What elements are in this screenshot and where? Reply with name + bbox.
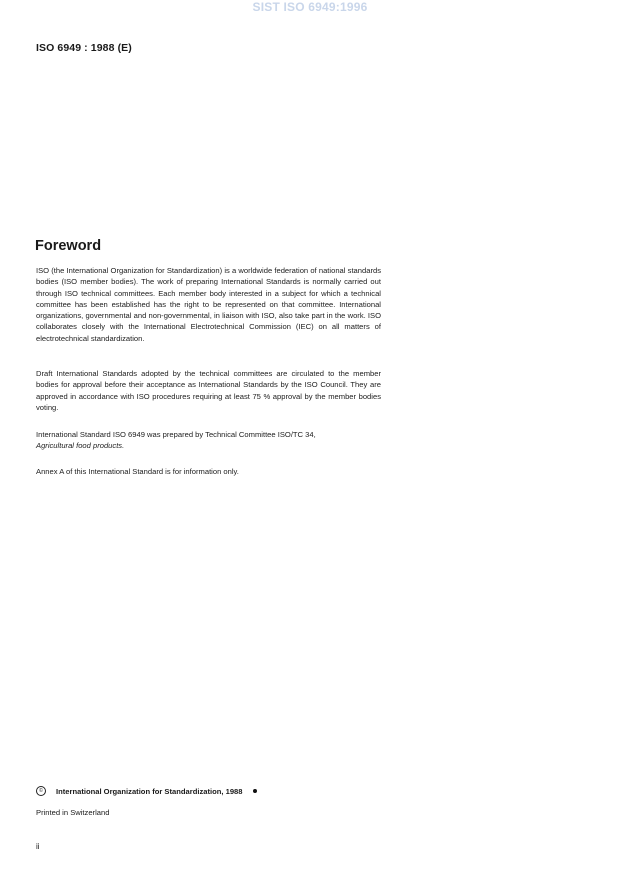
copyright-icon: © bbox=[36, 786, 46, 796]
committee-title: Agricultural food products. bbox=[36, 441, 125, 451]
printed-location: Printed in Switzerland bbox=[36, 808, 110, 817]
foreword-paragraph-1: ISO (the International Organization for Standardization) is a worldwide federation of national standards bodies (ISO member bodies). The work of preparing International Standards is normally carried out through ISO technical committees. Each member body interested in a subject for which a technical committee has been established has the right to be represented on that committee. International organizations, governmental and non-governmental, in liaison with ISO, also take part in the work. ISO collaborates closely with the International Electrotechnical Commission (IEC) on all matters of electrotechnical standardization. bbox=[36, 266, 381, 343]
foreword-paragraph-2: Draft International Standards adopted by the technical committees are circulated to the member bodies for approval before their acceptance as International Standards by the ISO Council. They are approved in accordance with ISO procedures requiring at least 75 % approval by the member bodies voting. bbox=[36, 369, 381, 412]
copyright-line bbox=[36, 786, 257, 796]
bullet-dot-icon bbox=[253, 789, 257, 793]
document-id: ISO 6949 : 1988 (E) bbox=[36, 42, 132, 54]
foreword-paragraph-3 bbox=[36, 429, 381, 452]
foreword-paragraph-4: Annex A of this International Standard is for information only. bbox=[36, 467, 239, 476]
copyright-text: International Organization for Standardization, 1988 bbox=[56, 786, 243, 796]
page-number: ii bbox=[36, 842, 40, 851]
foreword-paragraph-3-text: International Standard ISO 6949 was prepared by Technical Committee ISO/TC 34, bbox=[36, 430, 316, 439]
foreword-heading: Foreword bbox=[35, 238, 102, 254]
watermark: SIST ISO 6949:1996 bbox=[252, 0, 368, 14]
